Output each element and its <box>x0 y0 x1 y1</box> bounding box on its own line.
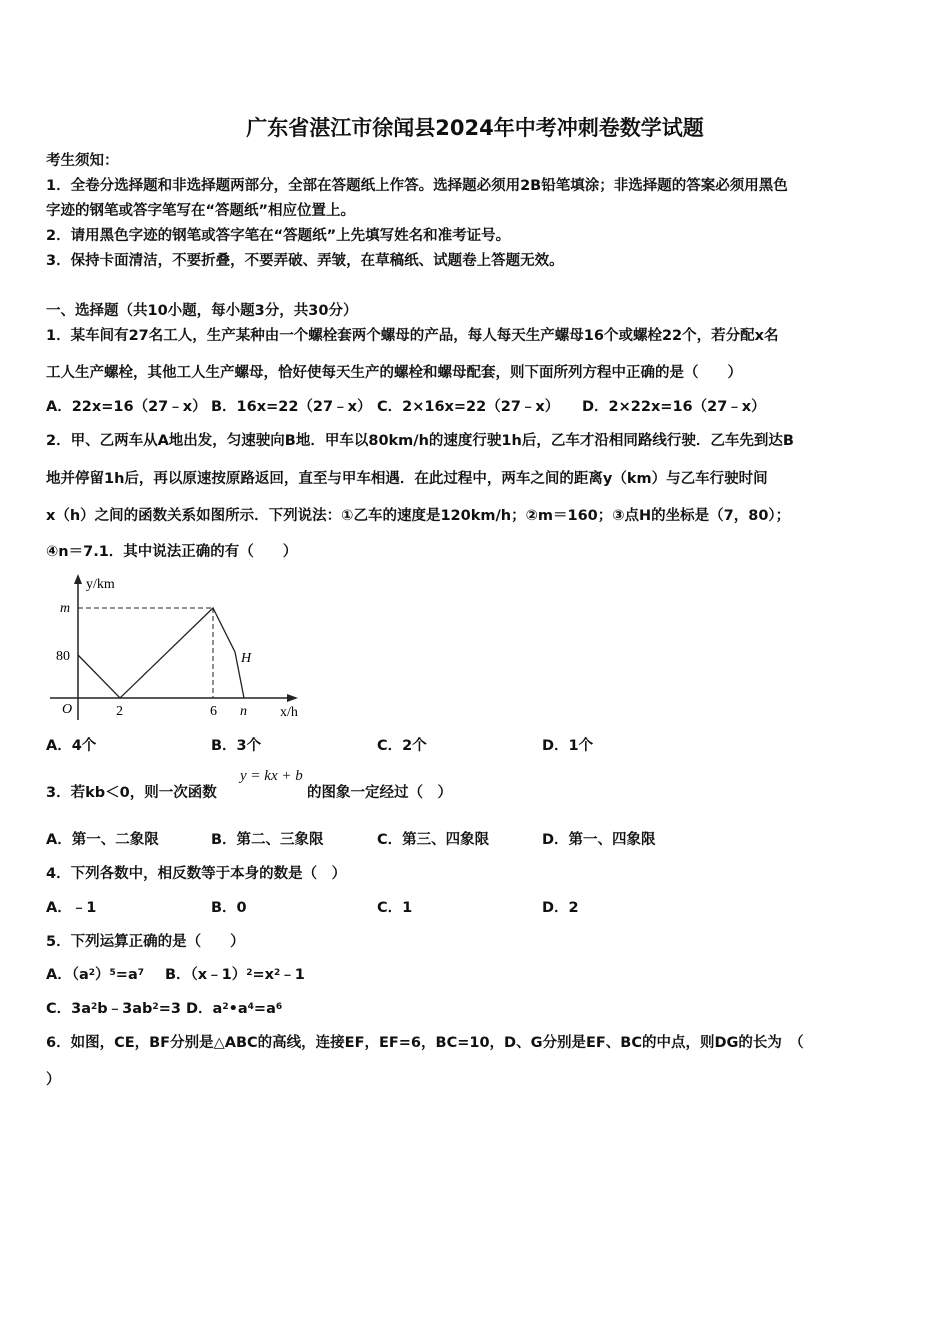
q2-option-a: A．4个 <box>46 738 97 754</box>
x-axis-label: x/h <box>280 705 298 720</box>
q2-text: x（h）之间的函数关系如图所示．下列说法：①乙车的速度是120km/h；②m＝160；③点H的坐标是（7，80）； <box>46 508 791 524</box>
y80-label: 80 <box>56 649 70 664</box>
notice-line: 1．全卷分选择题和非选择题两部分，全部在答题纸上作答。选择题必须用2B铅笔填涂；非选择题的答案必须用黑色 <box>46 178 788 194</box>
y-axis-arrow <box>74 574 82 584</box>
q3-option-d: D．第一、四象限 <box>542 832 656 848</box>
q4-option-a: A．﹣1 <box>46 900 97 916</box>
q6-text: 6．如图，CE，BF分别是△ABC的高线，连接EF，EF=6，BC=10，D、G分别是EF、BC的中点，则DG的长为 （ <box>46 1035 804 1051</box>
q4-option-c: C．1 <box>377 900 413 916</box>
q6-text: ） <box>46 1072 61 1088</box>
q1-option-c: C．2×16x=22（27﹣x） <box>377 399 560 415</box>
notice-heading: 考生须知： <box>46 153 119 169</box>
notice-line: 3．保持卡面清洁，不要折叠，不要弄破、弄皱，在草稿纸、试题卷上答题无效。 <box>46 253 564 269</box>
q2-graph <box>40 570 310 725</box>
q2-option-d: D．1个 <box>542 738 594 754</box>
q3-formula: y = kx + b <box>240 768 303 784</box>
q4-option-d: D．2 <box>542 900 579 916</box>
q5-option-b: B．$(x﹣1)^2=x^2﹣1$ <box>165 967 305 983</box>
q1-text: 工人生产螺栓，其他工人生产螺母，恰好使每天生产的螺栓和螺母配套，则下面所列方程中正确的是（ ） <box>46 365 742 381</box>
q2-option-c: C．2个 <box>377 738 427 754</box>
q1-option-b: B．16x=22（27﹣x） <box>211 399 372 415</box>
q5-option-d: D．$a^2•a^4=a^6$ <box>186 1001 283 1017</box>
section-heading: 一、选择题（共10小题，每小题3分，共30分） <box>46 303 358 319</box>
origin-label: O <box>62 702 73 717</box>
m-label: m <box>60 601 71 616</box>
q4-text: 4．下列各数中，相反数等于本身的数是（ ） <box>46 866 347 882</box>
q5-option-a: A．$(a^2)^5=a^7$ <box>46 967 144 983</box>
y-axis-label: y/km <box>86 577 115 592</box>
notice-line: 2．请用黑色字迹的钢笔或答字笔在“答题纸”上先填写姓名和准考证号。 <box>46 228 511 244</box>
q1-option-d: D．2×22x=16（27﹣x） <box>582 399 766 415</box>
q2-text: 2．甲、乙两车从A地出发，匀速驶向B地．甲车以80km/h的速度行驶1h后，乙车才沿相同路线行驶．乙车先到达B <box>46 433 794 449</box>
h-label: H <box>241 651 252 666</box>
n-label: n <box>240 704 247 719</box>
q2-option-b: B．3个 <box>211 738 262 754</box>
notice-line: 字迹的钢笔或答字笔写在“答题纸”相应位置上。 <box>46 203 356 219</box>
x6-label: 6 <box>210 704 217 719</box>
x-axis-arrow <box>287 694 298 702</box>
q2-text: 地并停留1h后，再以原速按原路返回，直至与甲车相遇．在此过程中，两车之间的距离y（km）与乙车行驶时间 <box>46 471 768 487</box>
q3-option-b: B．第二、三象限 <box>211 832 324 848</box>
q2-text: ④n＝7.1．其中说法正确的有（ ） <box>46 544 298 560</box>
q3-suffix: 的图象一定经过（ ） <box>307 785 452 801</box>
q4-option-b: B．0 <box>211 900 247 916</box>
x2-label: 2 <box>116 704 123 719</box>
distance-line <box>78 608 244 698</box>
q5-option-c: C．$3a^2b﹣3ab^2=3$ <box>46 1001 181 1017</box>
q1-text: 1．某车间有27名工人，生产某种由一个螺栓套两个螺母的产品，每人每天生产螺母16个或螺栓22个，若分配x名 <box>46 328 779 344</box>
q3-prefix: 3．若kb＜0，则一次函数 <box>46 785 217 801</box>
q3-option-c: C．第三、四象限 <box>377 832 490 848</box>
page-title: 广东省湛江市徐闻县2024年中考冲刺卷数学试题 <box>246 116 704 140</box>
q5-text: 5．下列运算正确的是（ ） <box>46 934 245 950</box>
q1-option-a: A．22x=16（27﹣x） <box>46 399 207 415</box>
q3-option-a: A．第一、二象限 <box>46 832 159 848</box>
